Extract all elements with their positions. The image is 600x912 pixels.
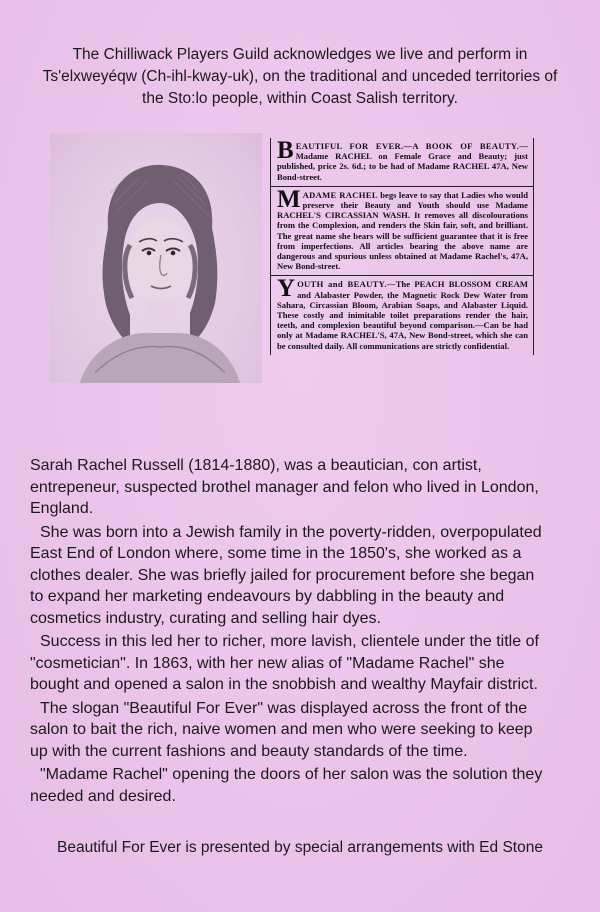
ad-item (271, 276, 533, 354)
ad-dropcap: Y (277, 275, 296, 303)
ad-body: Madame RACHEL on Female Grace and Beauty; just published, price 2s. 6d.; to be had of Madame RACHEL 47A, New Bond-street. (277, 151, 528, 182)
ad-body: The PEACH BLOSSOM CREAM and Alabaster Powder, the Magnetic Rock Dew Water from Sahara, Circassian Bloom, Arabian Soaps, and Alabaster Liquid. These costly and inimitable toilet preparations render the hair, teeth, and complexion beautiful beyond comparison.—Can be had only at Madame RACHEL'S, 47A, New Bond-street, which she can be consulted daily. All communications are strictly confidential. (277, 279, 528, 351)
ad-dropcap: M (277, 185, 301, 213)
ad-heading: OUTH and BEAUTY.— (297, 279, 396, 290)
bio-paragraph: "Madame Rachel" opening the doors of her salon was the solution they needed and desired. (30, 766, 543, 805)
land-acknowledgement: The Chilliwack Players Guild acknowledges we live and perform in Ts'elxweyéqw (Ch-ihl-kway-uk), on the traditional and unceded territories of the Sto:lo people, within Coast Salish territory. (42, 46, 558, 107)
ad-heading: ADAME RACHEL (302, 189, 378, 200)
bio-paragraph: Success in this led her to richer, more lavish, clientele under the title of "cosmetician". In 1863, with her new alias of "Madame Rachel" she bought and opened a salon in the snobbish and wealthy Mayfair district. (30, 633, 539, 693)
newspaper-advertisement (270, 138, 534, 355)
ad-heading: EAUTIFUL FOR EVER.—A BOOK OF BEAUTY.— (295, 141, 528, 151)
credits-footer: Beautiful For Ever is presented by special arrangements with Ed Stone (57, 839, 543, 856)
portrait-engraving (50, 133, 262, 383)
bio-paragraph: Sarah Rachel Russell (1814-1880), was a beautician, con artist, entrepeneur, suspected brothel manager and felon who lived in London, England. (30, 457, 539, 517)
bio-paragraph: She was born into a Jewish family in the poverty-ridden, overpopulated East End of London where, some time in the 1850's, she worked as a clothes dealer. She was briefly jailed for procurement before she began to expand her marketing endeavours by dabbling in the beauty and cosmetics industry, curating and selling hair dyes. (30, 523, 542, 627)
biography (30, 455, 550, 809)
ad-dropcap: B (277, 137, 294, 164)
ad-item (271, 138, 533, 187)
ad-item (271, 187, 533, 277)
ad-body: begs leave to say that Ladies who would preserve their Beauty and Youth should use Madame RACHEL'S CIRCASSIAN WASH. It removes all discolourations from the Complexion, and renders the Skin fair, soft, and brilliant. The great name she bears will be sufficient guarantee that it is free from imperfections. All articles bearing the above name are dangerous and spurious unless obtained at Madame Rachel's, 47A, New Bond-street. (277, 189, 528, 272)
bio-paragraph: The slogan "Beautiful For Ever" was displayed across the front of the salon to bait the rich, naive women and men who were seeking to keep up with the current fashions and beauty standards of the time. (30, 699, 533, 760)
